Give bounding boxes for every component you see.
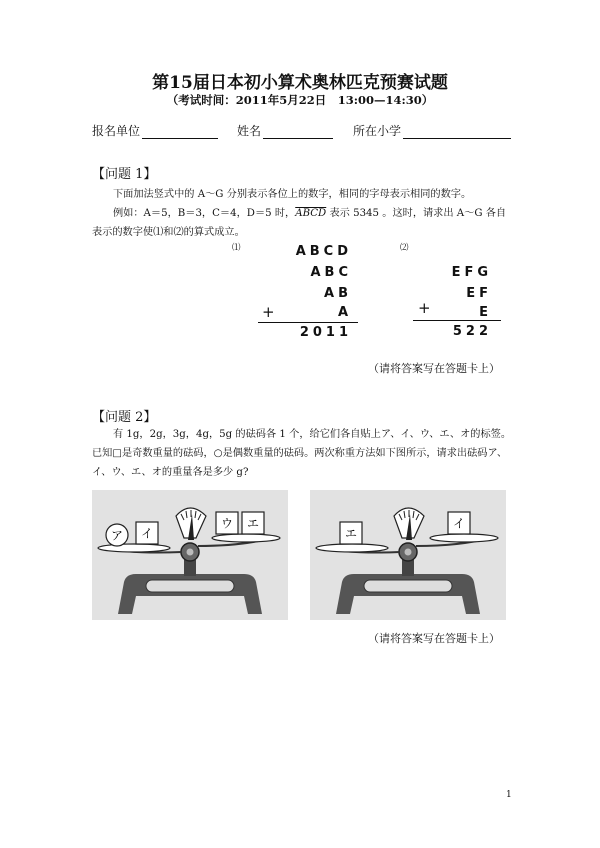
q1-heading: 【问题 1】 — [92, 167, 157, 182]
exam-time: （考试时间：2011年5月22日 13:00—14:30） — [166, 93, 434, 107]
q1-line2-a: 例如：A＝5，B＝3，C＝4，D＝5 时， — [113, 208, 296, 219]
registration-unit — [92, 122, 218, 139]
p1-row: A — [337, 305, 352, 320]
p1-label: ⑴ — [232, 243, 241, 253]
weight-i-label: イ — [452, 516, 466, 531]
weight-e-label: エ — [344, 526, 358, 541]
registration-name — [237, 122, 333, 139]
q2-heading: 【问题 2】 — [92, 410, 157, 425]
p1-row: ABCD — [295, 244, 352, 259]
p1-row: ABC — [310, 265, 352, 280]
weight-i-label: イ — [140, 526, 154, 541]
q2-line1: 有 1g，2g，3g，4g，5g 的砝码各 1 个，给它们各自贴上ア、イ、ウ、エ、オ的标签。 — [113, 429, 512, 440]
exam-title: 第15届日本初小算术奥林匹克预赛试题 — [152, 73, 448, 93]
q1-line3: 表示的数字使⑴和⑵的算式成立。 — [92, 227, 245, 238]
name-field[interactable] — [263, 126, 333, 139]
q1-line1: 下面加法竖式中的 A～G 分别表示各位上的数字，相同的字母表示相同的数字。 — [113, 189, 472, 200]
weight-u-label: ウ — [220, 516, 234, 531]
p2-sum-line — [413, 320, 501, 321]
q2-answer-note: （请将答案写在答题卡上） — [368, 632, 500, 645]
school-label: 所在小学 — [353, 124, 402, 138]
p1-sum-line — [258, 322, 358, 323]
registration-school — [353, 122, 511, 139]
q1-overline-number: ABCD — [295, 208, 327, 219]
page-number: 1 — [506, 790, 512, 800]
p1-result: 2011 — [299, 325, 352, 340]
p2-row: EF — [466, 286, 492, 301]
q2-line3: イ、ウ、エ、オ的重量各是多少 g? — [92, 467, 249, 478]
name-label: 姓名 — [237, 124, 262, 138]
balance-scale-2 — [310, 490, 506, 620]
school-field[interactable] — [403, 126, 511, 139]
q1-answer-note: （请将答案写在答题卡上） — [368, 362, 500, 375]
q2-line2: 已知□是奇数重量的砝码，○是偶数重量的砝码。两次称重方法如下图所示，请求出砝码ア、 — [92, 448, 508, 459]
p2-row: E — [479, 305, 492, 320]
p2-plus-sign: + — [418, 299, 435, 317]
p2-row: EFG — [451, 265, 492, 280]
q1-line2-b: 表示 5345 。这时，请求出 A～G 各自 — [326, 208, 507, 219]
p2-label: ⑵ — [400, 243, 409, 253]
q1-line2 — [113, 204, 506, 223]
weight-a-label: ア — [110, 528, 124, 543]
weight-e-label: エ — [246, 516, 260, 531]
unit-label: 报名单位 — [92, 124, 141, 138]
p1-plus-sign: + — [262, 303, 279, 321]
balance-scale-1 — [92, 490, 288, 620]
p1-row: AB — [324, 286, 352, 301]
p2-result: 522 — [452, 324, 492, 339]
unit-field[interactable] — [142, 126, 218, 139]
